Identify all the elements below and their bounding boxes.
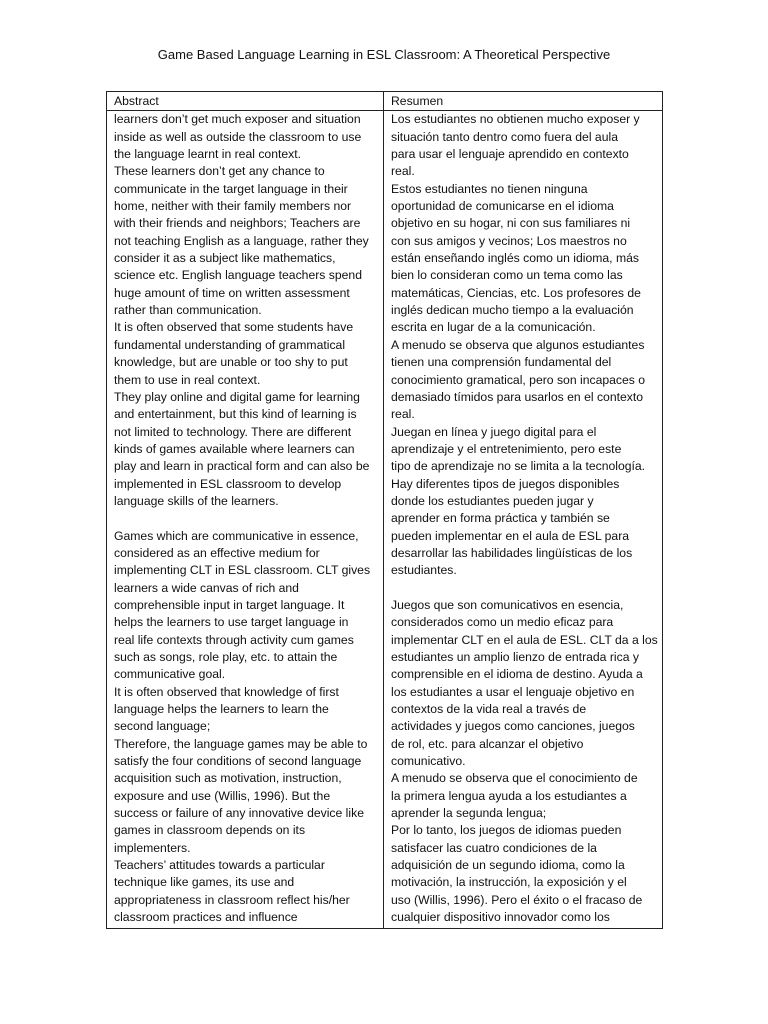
resumen-text-line: comunicativo. [391,754,466,769]
resumen-text-line: actividades y juegos como canciones, juegos [391,719,635,734]
abstract-text-line: helps the learners to use target language in [114,615,349,630]
resumen-text-line: Hay diferentes tipos de juegos disponibles [391,476,620,491]
abstract-text-line: language helps the learners to learn the [114,702,329,717]
resumen-text-line: para usar el lenguaje aprendido en contexto [391,147,629,162]
abstract-text-line: games in classroom depends on its [114,823,306,838]
resumen-text-line: estudiantes un amplio lienzo de entrada rica y [391,650,639,664]
abstract-text-line: huge amount of time on written assessment [114,285,350,300]
abstract-text-line: not teaching English as a language, rather they [114,233,369,248]
abstract-text-line: communicate in the target language in their [114,181,348,196]
abstract-text-line: science etc. English language teachers spend [114,268,362,283]
resumen-text-line: cualquier dispositivo innovador como los [391,910,610,925]
abstract-header: Abstract [107,92,384,111]
abstract-text-line: technique like games, its use and [114,875,295,890]
abstract-text-line: success or failure of any innovative device like [114,806,364,821]
abstract-text-line: considered as an effective medium for [114,545,320,560]
resumen-text-line: aprender la segunda lengua; [391,806,547,821]
resumen-text-line [391,580,662,597]
abstract-text-line: real life contexts through activity cum games [114,632,354,647]
abstract-text-cell [107,111,384,928]
abstract-text-line: It is often observed that knowledge of first [114,684,339,699]
resumen-text-line: uso (Willis, 1996). Pero el éxito o el fracaso de [391,892,643,907]
resumen-header: Resumen [384,92,663,111]
resumen-text-line: comprensible en el idioma de destino. Ayuda a [391,667,643,682]
resumen-text-line: Estos estudiantes no tienen ninguna [391,181,588,196]
resumen-text-line: Los estudiantes no obtienen mucho exposer y [391,112,640,127]
resumen-text-line: la primera lengua ayuda a los estudiantes a [391,788,627,803]
abstract-text-line: not limited to technology. There are different [114,424,352,439]
abstract-text-line: They play online and digital game for learning [114,389,360,404]
resumen-text-line: donde los estudiantes pueden jugar y [391,493,594,508]
abstract-text-line: communicative goal. [114,667,226,682]
resumen-text-line: real. [391,407,415,422]
abstract-text-line: knowledge, but are unable or too shy to put [114,355,348,370]
abstract-text-line: kinds of games available where learners can [114,441,355,456]
abstract-text-line: language skills of the learners. [114,493,279,508]
abstract-text-line: with their friends and neighbors; Teachers are [114,216,361,231]
table-row [107,111,663,928]
resumen-text-line: escrita en lugar de a la comunicación. [391,320,596,335]
resumen-text-line: Por lo tanto, los juegos de idiomas pueden [391,823,622,838]
resumen-text-line: Juegos que son comunicativos en esencia, [391,597,624,612]
abstract-text-line: comprehensible input in target language. It [114,597,345,612]
abstract-text-line: Games which are communicative in essence, [114,528,359,543]
resumen-text-line: adquisición de un segundo idioma, como la [391,858,625,873]
abstract-text-line: fundamental understanding of grammatical [114,337,346,352]
abstract-text-line: them to use in real context. [114,372,261,387]
abstract-text-line: consider it as a subject like mathematics, [114,251,336,266]
resumen-text-line: demasiado tímidos para usarlos en el contexto [391,389,644,404]
resumen-text-line: A menudo se observa que el conocimiento de [391,771,638,786]
resumen-text-line: están enseñando inglés como un idioma, más [391,251,639,266]
abstract-text-line: These learners don’t get any chance to [114,164,325,179]
abstract-text-line: implemented in ESL classroom to develop [114,476,342,491]
abstract-text-line: rather than communication. [114,303,262,318]
abstract-text-line: implementers. [114,840,191,855]
resumen-text-line: Juegan en línea y juego digital para el [391,424,597,439]
abstract-text-line: inside as well as outside the classroom to use [114,129,362,144]
resumen-text-line: inglés dedican mucho tiempo a la evaluación [391,303,634,318]
resumen-text-line: los estudiantes a usar el lenguaje objetivo en [391,684,635,699]
abstract-resumen-table [106,91,663,929]
resumen-text-line: A menudo se observa que algunos estudiantes [391,337,645,352]
abstract-text-line: implementing CLT in ESL classroom. CLT gives [114,563,371,578]
abstract-text-line: classroom practices and influence [114,910,298,925]
abstract-text-line: exposure and use (Willis, 1996). But the [114,788,331,803]
abstract-text-line: Teachers’ attitudes towards a particular [114,858,325,873]
resumen-text-line: considerados como un medio eficaz para [391,615,614,630]
resumen-text-line: estudiantes. [391,563,457,578]
resumen-text-line: objetivo en su hogar, ni con sus familiares ni [391,216,631,231]
resumen-text-line: implementar CLT en el aula de ESL. CLT da a los [391,632,658,647]
resumen-text-line: conocimiento gramatical, pero son incapaces o [391,372,646,387]
abstract-text-line: play and learn in practical form and can also be [114,459,370,474]
abstract-text-line: such as songs, role play, etc. to attain the [114,650,338,664]
resumen-text-line: de rol, etc. para alcanzar el objetivo [391,736,584,751]
page-title: Game Based Language Learning in ESL Classroom: A Theoretical Perspective [157,47,611,62]
abstract-text-line: acquisition such as motivation, instruction, [114,771,342,786]
resumen-text-line: tienen una comprensión fundamental del [391,355,612,370]
abstract-text-line: appropriateness in classroom reflect his/her [114,892,350,907]
abstract-text-line: Therefore, the language games may be able to [114,736,368,751]
resumen-text-line: real. [391,164,415,179]
resumen-text-line: pueden implementar en el aula de ESL para [391,528,630,543]
resumen-text-line: tipo de aprendizaje no se limita a la tecnología. [391,459,646,474]
resumen-text-line: matemáticas, Ciencias, etc. Los profesores de [391,285,641,300]
resumen-text-line: satisfacer las cuatro condiciones de la [391,840,597,855]
abstract-text-line: and entertainment, but this kind of learning is [114,407,357,422]
resumen-text-line: motivación, la instrucción, la exposición y el [391,875,627,890]
resumen-text-line: oportunidad de comunicarse en el idioma [391,199,614,214]
resumen-text-cell [384,111,663,928]
resumen-text-line: aprendizaje y el entretenimiento, pero este [391,441,622,456]
resumen-text-line: con sus amigos y vecinos; Los maestros no [391,233,627,248]
abstract-text-line: learners a wide canvas of rich and [114,580,299,595]
abstract-text-line: learners don’t get much exposer and situation [114,112,361,127]
abstract-text-line: second language; [114,719,211,734]
table-header-row [107,92,663,111]
resumen-text-line: contextos de la vida real a través de [391,702,587,717]
resumen-text-line: bien lo consideran como un tema como las [391,268,623,283]
resumen-text-line: desarrollar las habilidades lingüísticas de los [391,545,633,560]
abstract-text-line [114,510,383,527]
abstract-text-line: home, neither with their family members nor [114,199,352,214]
abstract-text-line: It is often observed that some students have [114,320,354,335]
abstract-text-line: the language learnt in real context. [114,147,302,162]
abstract-text-line: satisfy the four conditions of second language [114,754,362,769]
resumen-text-line: aprender en forma práctica y también se [391,511,610,526]
resumen-text-line: situación tanto dentro como fuera del aula [391,129,618,144]
